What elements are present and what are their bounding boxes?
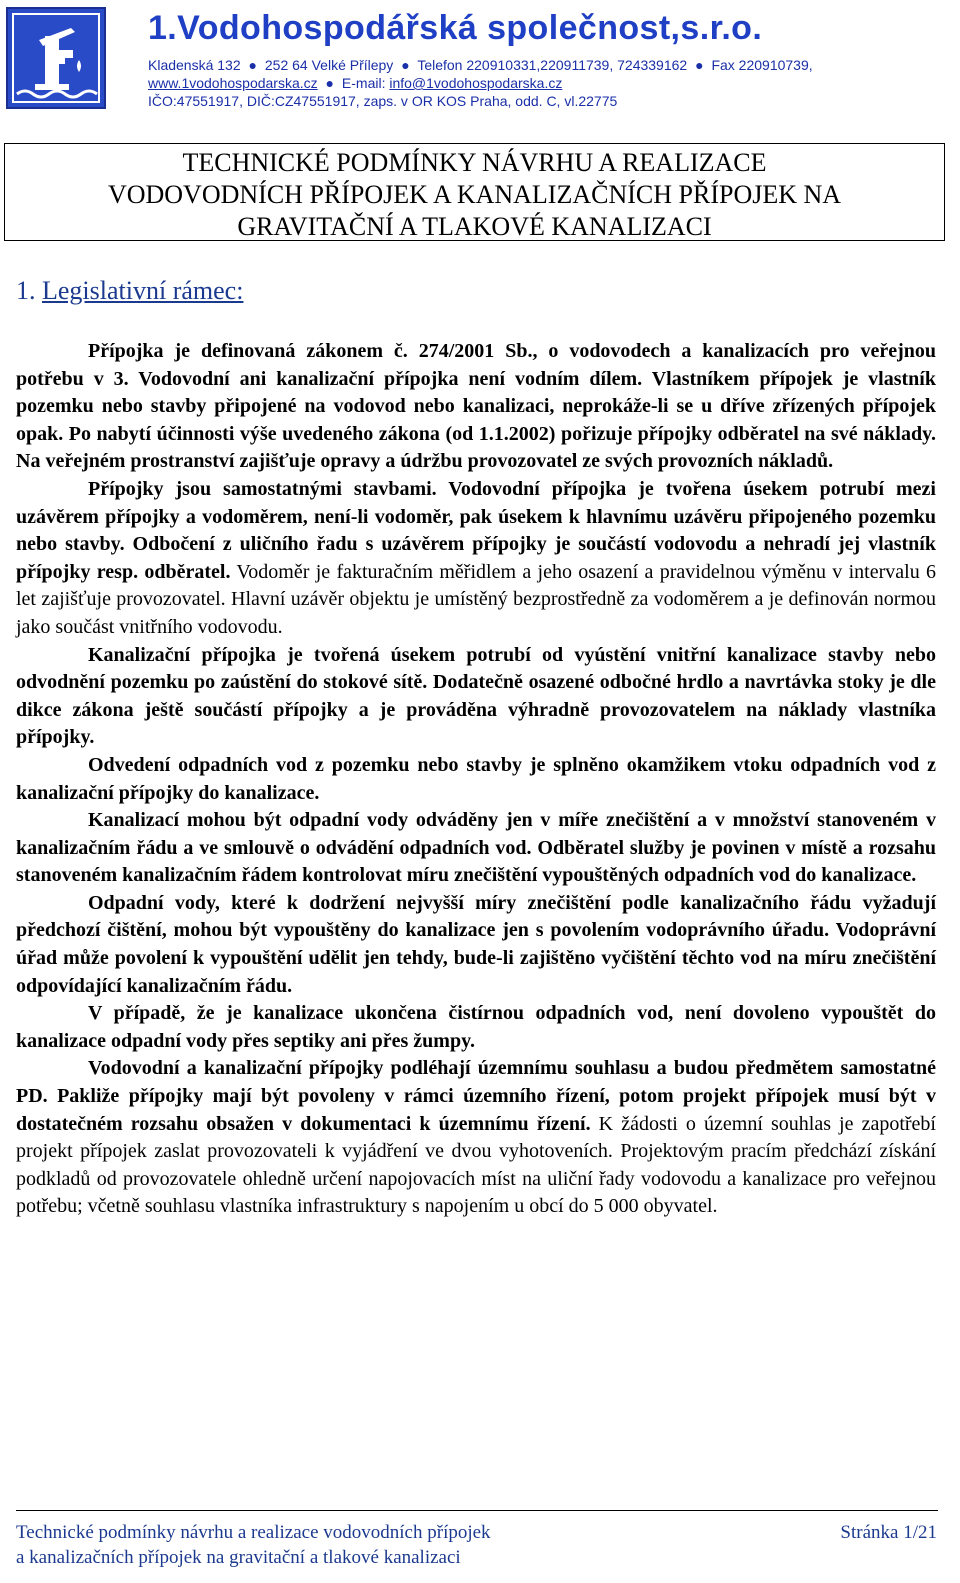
contact-row-2 xyxy=(148,74,948,92)
registration-info: IČO:47551917, DIČ:CZ47551917, zaps. v OR KOS Praha, odd. C, vl.22775 xyxy=(148,93,618,109)
bullet-icon: ● xyxy=(695,57,704,73)
bullet-icon: ● xyxy=(325,75,335,91)
paragraph xyxy=(16,338,936,476)
paragraph-bold: Přípojka je definovaná zákonem č. 274/2001 Sb., o vodovodech a kanalizacích pro veřejnou potřebu v 3. Vodovodní ani kanalizační přípojka není vodním dílem. Vlastníkem přípojek je vlastník pozemku nebo stavby připojené na vodovod nebo kanalizaci, neprokáže-li se u dříve zřízených přípojek opak. Po nabytí účinnosti výše uvedeného zákona (od 1.1.2002) pořizuje přípojky odběratel na své náklady. Na veřejném prostranství zajišťuje opravy a údržbu provozovatel ze svých provozních nákladů. xyxy=(16,340,936,473)
footer-document-title xyxy=(16,1520,616,1570)
paragraph-bold: Kanalizační přípojka je tvořená úsekem potrubí od vyústění vnitřní kanalizace stavby nebo odvodnění pozemku po zaústění do stokové sítě. Dodatečně osazené odbočné hrdlo a navrtávka stoky je dle dikce zákona ještě součástí přípojky a je prováděna výhradně provozovatelem na náklady vlastníka přípojky. xyxy=(16,643,936,749)
paragraph xyxy=(16,1000,936,1055)
paragraph-bold: Přípojky jsou samostatnými stavbami. Vodovodní přípojka je tvořena úsekem potrubí mezi uzávěrem přípojky a vodoměrem, není-li vodoměr, pak úsekem k hlavnímu uzávěru připojeného pozemku nebo stavby. Odbočení z uličního řadu s uzávěrem přípojky je součástí vodovodu a nehradí jej vlastník přípojky resp. odběratel. xyxy=(16,477,936,583)
paragraph xyxy=(16,807,936,890)
paragraph xyxy=(16,890,936,1000)
paragraph-bold: Odpadní vody, které k dodržení nejvyšší míry znečištění podle kanalizačního řádu vyžadují předchozí čištění, mohou být vypouštěny do kanalizace jen s povolením vodoprávního úřadu. Vodoprávní úřad může povolení k vypouštění udělit jen tehdy, bude-li zajištěno vyčištění těchto vod na míru znečištění odpovídající kanalizačním řádu. xyxy=(16,891,936,997)
section-heading xyxy=(16,275,243,307)
water-pump-logo-icon xyxy=(5,6,107,110)
section-title: Legislativní rámec: xyxy=(42,276,244,305)
title-line-2: VODOVODNÍCH PŘÍPOJEK A KANALIZAČNÍCH PŘÍPOJEK NA xyxy=(107,180,842,209)
city: 252 64 Velké Přílepy xyxy=(264,57,394,73)
bullet-icon: ● xyxy=(401,57,410,73)
paragraph xyxy=(16,642,936,752)
paragraph-bold: Kanalizací mohou být odpadní vody odváděny jen v míře znečištění a v množství stanoveném v kanalizačním řádu a ve smlouvě o odvádění odpadních vod. Odběratel služby je povinen v místě a rozsahu stanoveném kanalizačním řádem kontrolovat míru znečištění vypouštěných odpadních vod do kanalizace. xyxy=(16,809,936,887)
document-title xyxy=(4,143,945,241)
paragraph-bold: Odvedení odpadních vod z pozemku nebo stavby je splněno okamžikem vtoku odpadních vod z kanalizační přípojky do kanalizace. xyxy=(16,753,936,804)
address: Kladenská 132 xyxy=(148,57,241,73)
paragraph-bold: Vodovodní a kanalizační přípojky podléhají územnímu souhlasu a budou předmětem samostatné PD. Pakliže přípojky mají být povoleny v rámci územního řízení, potom projekt přípojek musí být v dostatečném rozsahu obsažen v dokumentaci k územnímu řízení. xyxy=(16,1057,936,1135)
page-number: Stránka 1/21 xyxy=(840,1522,937,1543)
paragraph-text: Vodoměr je fakturačním měřidlem a jeho osazení a pravidelnou výměnu v intervalu 6 let zajišťuje provozovatel. Hlavní uzávěr objektu je umístěný bezprostředně za vodoměrem a je definován normou jako součást vnitřního vodovodu. xyxy=(16,560,937,638)
footer-line-2: a kanalizačních přípojek na gravitační a tlakové kanalizaci xyxy=(16,1547,461,1568)
title-line-3: GRAVITAČNÍ A TLAKOVÉ KANALIZACI xyxy=(237,212,712,241)
company-name: 1.Vodohospodářská společnost,s.r.o. xyxy=(148,9,763,47)
paragraph xyxy=(16,1055,936,1221)
email-link[interactable]: info@1vodohospodarska.cz xyxy=(389,75,563,91)
company-logo xyxy=(5,6,107,110)
contact-row-1 xyxy=(148,56,948,74)
paragraph xyxy=(16,752,936,807)
contact-info xyxy=(148,56,948,110)
footer-line-1: Technické podmínky návrhu a realizace vodovodních přípojek xyxy=(16,1522,491,1543)
title-line-1: TECHNICKÉ PODMÍNKY NÁVRHU A REALIZACE xyxy=(182,148,767,177)
section-number: 1. xyxy=(16,276,36,305)
document-body xyxy=(16,338,936,1221)
email-label: E-mail: xyxy=(341,75,386,91)
phone: Telefon 220910331,220911739, 724339162 xyxy=(417,57,688,73)
paragraph-text: K žádosti o územní souhlas je zapotřebí projekt přípojek zaslat provozovateli k vyjádření ve dvou vyhotoveních. Projektovým pracím předchází získání podkladů od provozovatele ohledně určení napojovacích míst na uliční řady vodovodu a kanalizace pro veřejnou potřebu; včetně souhlasu vlastníka infrastruktury s napojením u obcí do 5 000 obyvatel. xyxy=(16,1112,936,1218)
paragraph-bold: V případě, že je kanalizace ukončena čistírnou odpadních vod, není dovoleno vypouštět do kanalizace odpadní vody přes septiky ani přes žumpy. xyxy=(16,1002,936,1052)
paragraph xyxy=(16,476,936,642)
fax: Fax 220910739, xyxy=(711,57,813,73)
website-link[interactable]: www.1vodohospodarska.cz xyxy=(148,75,318,91)
footer-divider xyxy=(16,1510,938,1511)
bullet-icon: ● xyxy=(248,57,257,73)
